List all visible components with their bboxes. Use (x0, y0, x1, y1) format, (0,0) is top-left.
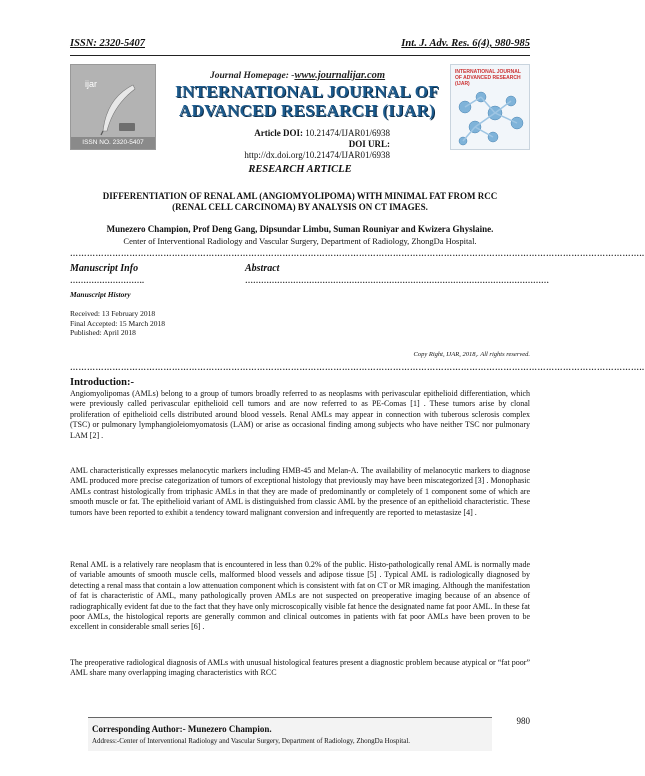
received-date: Received: 13 February 2018 (70, 309, 156, 318)
accepted-date: Final Accepted: 15 March 2018 (70, 318, 165, 328)
journal-masthead (70, 60, 530, 158)
abstract-dots: …………………………………………………………………………………………………… (245, 276, 549, 285)
doi-value: 10.21474/IJAR01/6938 (305, 128, 390, 138)
doi-url-link[interactable]: http://dx.doi.org/10.21474/IJAR01/6938 (244, 150, 390, 160)
corresponding-author: Corresponding Author:- Munezero Champion. (92, 724, 272, 734)
journal-title (162, 82, 452, 120)
homepage-label: Journal Homepage: - (210, 71, 295, 81)
article-title-line1: DIFFERENTIATION OF RENAL AML (ANGIOMYOLIPOMA) WITH MINIMAL FAT FROM RCC (102, 191, 498, 201)
journal-title-line1: INTERNATIONAL JOURNAL OF (175, 82, 439, 101)
logo-issn: ISSN NO. 2320-5407 (71, 137, 155, 149)
body-paragraph-3: Renal AML is a relatively rare neoplasm that is encountered in less than 0.2% of the public. Histo-pathologically renal AML is normally made of variable amounts of smooth muscle cells, malformed blood vessels and adipose tissue [5] . Typical AML is radiologically diagnosed by detecting a renal mass that contain a low attenuation component which is consistent with fat on CT or MR imaging. Although the manifestation of fat is characteristic of AML, many pathologically proven AMLs are not suspected on preoperative imaging because of an absence of radiographically evident fat due to the fact that they have only microscopically visible fat hence the designated name fat poor AML. In these fat poor AMLs, the histological reports are generally common and clinical outcomes in patients with fat poor AMLs have been proven to be excellent in considerable small series [6] . (70, 560, 530, 632)
journal-logo (70, 64, 156, 150)
abstract-heading: Abstract (245, 263, 280, 274)
quill-icon (93, 83, 143, 135)
affiliation: Center of Interventional Radiology and Vascular Surgery, Department of Radiology, ZhongDa Hospital. (123, 236, 477, 246)
footer-rule (88, 717, 492, 718)
manuscript-dates (70, 309, 165, 338)
corresponding-address: Address:-Center of Interventional Radiology and Vascular Surgery, Department of Radiology, ZhongDa Hospital. (92, 737, 411, 745)
running-header (70, 38, 530, 52)
manuscript-history-heading: Manuscript History (70, 290, 131, 299)
journal-title-line2: ADVANCED RESEARCH (IJAR) (178, 101, 436, 120)
body-paragraph-2: AML characteristically expresses melanocytic markers including HMB-45 and Melan-A. The availability of melanocytic markers to diagnose AML produced more precise categorization of tumors of exceptional histology that previously may have been miscategorized [3] . Monophasic AMLs contrast histologically from triphasic AMLs in that they are made of predominantly or completely of 1 component some of which are smooth muscle or fat. The epithelioid variant of AML is distinguished from classic AML by the presence of an epithelioid characteristic. These tumors have been reported to exhibit a tendency toward malignant conversion and infrequently are reported to metastasize [4] . (70, 466, 530, 517)
manuscript-info-dots: ………………………. (70, 276, 144, 285)
doi-label: Article DOI: (254, 128, 303, 138)
issn-label: ISSN: 2320-5407 (70, 38, 145, 49)
article-title-line2: (RENAL CELL CARCINOMA) BY ANALYSIS ON CT IMAGES. (172, 202, 428, 212)
molecule-graphic (451, 87, 531, 151)
separator-top: ………………………………………………………………………………………………………………………………………………………………………………….. (70, 249, 645, 258)
journal-cover-thumbnail (450, 64, 530, 150)
journal-homepage (210, 70, 385, 81)
published-date: Published: April 2018 (70, 328, 136, 337)
citation-label: Int. J. Adv. Res. 6(4), 980-985 (401, 38, 530, 49)
body-paragraph-4: The preoperative radiological diagnosis of AMLs with unusual histological features present a diagnostic problem because atypical or “fat poor” AML share many overlapping imaging characteristics with RCC (70, 658, 530, 678)
page-number: 980 (516, 716, 530, 726)
author-list: Munezero Champion, Prof Deng Gang, Dipsundar Limbu, Suman Rouniyar and Kwizera Ghyslaine. (106, 224, 494, 234)
footer-box (88, 718, 492, 751)
doi-block (212, 128, 390, 161)
logo-text: ijar (85, 79, 98, 89)
copyright-notice: Copy Right, IJAR, 2018,. All rights reserved. (413, 351, 530, 358)
cover-title: INTERNATIONAL JOURNAL OF ADVANCED RESEARCH (IJAR) (455, 69, 521, 87)
article-title (90, 191, 510, 213)
introduction-heading: Introduction:- (70, 377, 134, 388)
doi-url-label: DOI URL: (348, 139, 390, 149)
header-rule (70, 55, 530, 56)
separator-bottom: ………………………………………………………………………………………………………………………………………………………………………………….. (70, 363, 645, 372)
body-paragraph-1: Angiomyolipomas (AMLs) belong to a group of tumors broadly referred to as neoplasms with perivascular epithelioid differentiation, which were previously called perivascular epithelioid cell tumors and are now referred to as PE-Comas [1] . These tumors arise by clonal proliferation of epithelioid cells distributed around blood vessels. Renal AMLs may appear in connection with tuberous sclerosis complex (TSC) or pulmonary lymphangioleiomyomatosis (LAM) or arise as occasional finding among subjects who have neither TSC nor pulmonary LAM [2] . (70, 389, 530, 440)
manuscript-info-heading: Manuscript Info (70, 263, 139, 274)
section-label: RESEARCH ARTICLE (248, 164, 352, 175)
homepage-link[interactable]: www.journalijar.com (294, 70, 386, 81)
